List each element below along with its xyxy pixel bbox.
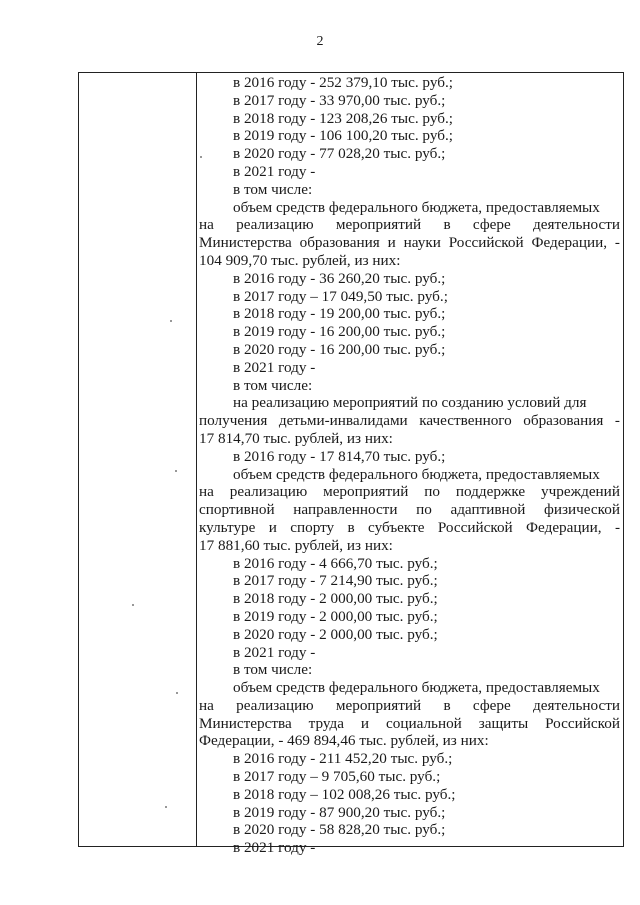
text-line <box>199 412 620 430</box>
text-line: в 2021 году - <box>233 358 316 376</box>
table-cell-text <box>199 74 620 857</box>
text-line: 104 909,70 тыс. рублей, из них: <box>199 251 401 269</box>
word: сфере <box>472 696 511 714</box>
word: Федерации, <box>526 518 602 536</box>
text-line: в 2017 году – 9 705,60 тыс. руб.; <box>233 768 441 786</box>
word: на <box>199 216 214 234</box>
word: и <box>268 518 277 536</box>
word: Министерства <box>199 234 292 252</box>
text-line <box>199 697 620 715</box>
scan-speck <box>165 806 167 808</box>
text-line: в 2021 году - <box>233 643 316 661</box>
word: направленности <box>293 501 398 519</box>
word: мероприятий <box>335 696 422 714</box>
word: в <box>443 216 451 234</box>
word: реализацию <box>236 696 314 714</box>
word: физической <box>544 501 620 519</box>
text-line: в 2018 году – 102 008,26 тыс. руб.; <box>233 785 456 803</box>
text-line <box>199 483 620 501</box>
page-number: 2 <box>316 34 324 49</box>
text-line: в 2020 году - 58 828,20 тыс. руб.; <box>233 821 446 839</box>
word: спортивной <box>199 501 275 519</box>
word: и <box>360 714 370 732</box>
text-line <box>199 501 620 519</box>
text-line: в 2020 году - 2 000,00 тыс. руб.; <box>233 625 438 643</box>
word: социальной <box>385 714 462 732</box>
text-line: в 2017 году - 7 214,90 тыс. руб.; <box>233 572 438 590</box>
text-line: в 2017 году - 33 970,00 тыс. руб.; <box>233 91 446 109</box>
word: детьми-инвалидами <box>278 412 408 430</box>
text-line <box>199 519 620 537</box>
word: реализацию <box>229 483 308 501</box>
word: - <box>614 518 620 536</box>
word: Федерации, <box>531 234 608 252</box>
word: деятельности <box>533 216 620 234</box>
scan-speck <box>132 604 134 606</box>
word: - <box>614 234 620 252</box>
scan-speck <box>170 320 172 322</box>
word: - <box>614 412 620 430</box>
text-line: Федерации, - 469 894,46 тыс. рублей, из них: <box>199 732 489 750</box>
word: мероприятий <box>323 483 409 501</box>
text-line: в 2021 году - <box>233 839 316 857</box>
text-line <box>199 216 620 234</box>
text-line: объем средств федерального бюджета, предоставляемых <box>233 465 600 483</box>
word: сфере <box>472 216 511 234</box>
text-line: в 2019 году - 2 000,00 тыс. руб.; <box>233 607 438 625</box>
text-line: 17 881,60 тыс. рублей, из них: <box>199 536 393 554</box>
text-line: в 2019 году - 87 900,20 тыс. руб.; <box>233 803 446 821</box>
word: спорту <box>290 518 335 536</box>
word: поддержке <box>455 483 526 501</box>
word: Российской <box>437 518 513 536</box>
text-line: в 2018 году - 19 200,00 тыс. руб.; <box>233 305 446 323</box>
text-line: в 2020 году - 77 028,20 тыс. руб.; <box>233 145 446 163</box>
scan-speck <box>176 692 178 694</box>
word: и <box>387 234 396 252</box>
text-line: в том числе: <box>233 376 313 394</box>
text-line: в 2019 году - 16 200,00 тыс. руб.; <box>233 323 446 341</box>
text-line: в 2018 году - 2 000,00 тыс. руб.; <box>233 590 438 608</box>
text-line: в том числе: <box>233 180 313 198</box>
word: по <box>416 501 432 519</box>
word: деятельности <box>533 696 620 714</box>
word: в <box>347 518 355 536</box>
text-line: в 2017 году – 17 049,50 тыс. руб.; <box>233 287 448 305</box>
text-line: в 2016 году - 4 666,70 тыс. руб.; <box>233 554 438 572</box>
scan-speck <box>200 156 202 158</box>
text-line: объем средств федерального бюджета, предоставляемых <box>233 679 600 697</box>
word: в <box>443 696 451 714</box>
word: по <box>424 483 440 501</box>
text-line: в 2016 году - 36 260,20 тыс. руб.; <box>233 269 446 287</box>
word: защиты <box>478 714 529 732</box>
text-line: в 2016 году - 17 814,70 тыс. руб.; <box>233 447 446 465</box>
text-line: объем средств федерального бюджета, предоставляемых <box>233 198 600 216</box>
word: Российской <box>545 714 620 732</box>
word: Российской <box>448 234 524 252</box>
text-line <box>199 234 620 252</box>
scan-speck <box>175 470 177 472</box>
word: качественного <box>419 412 512 430</box>
text-line <box>199 715 620 733</box>
word: Министерства <box>199 714 292 732</box>
word: науки <box>403 234 441 252</box>
text-line: в 2019 году - 106 100,20 тыс. руб.; <box>233 127 453 145</box>
word: мероприятий <box>335 216 422 234</box>
text-line: в 2018 году - 123 208,26 тыс. руб.; <box>233 109 453 127</box>
text-line: в 2020 году - 16 200,00 тыс. руб.; <box>233 340 446 358</box>
word: образования <box>299 234 380 252</box>
word: культуре <box>199 518 256 536</box>
text-line: в 2016 году - 211 452,20 тыс. руб.; <box>233 750 453 768</box>
text-line: в том числе: <box>233 661 313 679</box>
word: труда <box>308 714 344 732</box>
word: субъекте <box>368 518 425 536</box>
word: получения <box>199 412 268 430</box>
column-divider <box>196 72 197 847</box>
word: образования <box>523 412 604 430</box>
word: на <box>199 483 214 501</box>
word: адаптивной <box>450 501 526 519</box>
word: реализацию <box>236 216 314 234</box>
text-line: в 2016 году - 252 379,10 тыс. руб.; <box>233 74 453 91</box>
text-line: на реализацию мероприятий по созданию условий для <box>233 394 587 412</box>
text-line: в 2021 году - <box>233 162 316 180</box>
word: учреждений <box>541 483 620 501</box>
text-line: 17 814,70 тыс. рублей, из них: <box>199 429 393 447</box>
word: на <box>199 696 214 714</box>
